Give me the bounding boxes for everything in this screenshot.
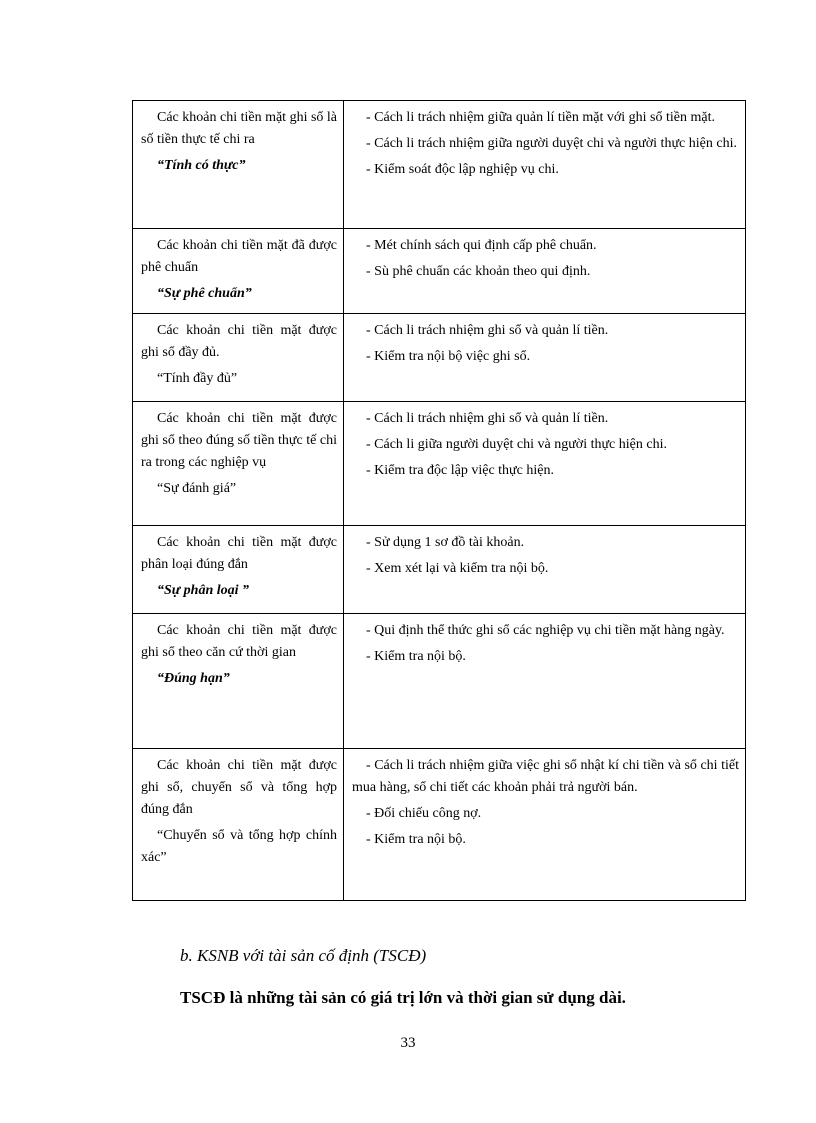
control-item: - Cách li trách nhiệm giữa người duyệt chi và người thực hiện chi. (366, 136, 737, 151)
table-row (133, 101, 746, 229)
control-item: - Đối chiếu công nợ. (366, 806, 482, 821)
control-objectives-table (132, 100, 746, 901)
control-cell (344, 749, 746, 901)
objective-cell (133, 101, 344, 229)
control-item: - Sù phê chuẩn các khoản theo qui định. (366, 264, 591, 279)
objective-text: Các khoản chi tiền mặt được ghi sổ theo đúng số tiền thực tế chi ra trong các nghiệp vụ (141, 411, 337, 470)
objective-cell (133, 314, 344, 402)
control-cell (344, 402, 746, 526)
page-number: 33 (400, 1035, 416, 1051)
control-item: - Kiểm tra nội bộ. (366, 832, 466, 847)
assertion-label: “Sự phê chuẩn” (157, 286, 252, 301)
control-item: - Xem xét lại và kiểm tra nội bộ. (366, 561, 549, 576)
objective-text: Các khoản chi tiền mặt được ghi sổ, chuyển sổ và tổng hợp đúng đắn (141, 758, 337, 817)
control-item: - Mét chính sách qui định cấp phê chuẩn. (366, 238, 597, 253)
control-item: - Kiểm soát độc lập nghiệp vụ chi. (366, 162, 559, 177)
assertion-label: “Đúng hạn” (157, 671, 230, 686)
control-item: - Cách li trách nhiệm ghi sổ và quản lí tiền. (366, 411, 609, 426)
assertion-label: “Sự phân loại ” (157, 583, 250, 598)
table-row (133, 314, 746, 402)
control-item: - Cách li trách nhiệm giữa việc ghi sổ nhật kí chi tiền và sổ chi tiết mua hàng, sổ chi tiết các khoản phải trả người bán. (352, 758, 739, 795)
objective-text: Các khoản chi tiền mặt được ghi sổ đầy đủ. (141, 323, 337, 360)
assertion-label: “Chuyển sổ và tổng hợp chính xác” (141, 828, 337, 865)
control-item: - Cách li trách nhiệm ghi sổ và quản lí tiền. (366, 323, 609, 338)
objective-cell (133, 749, 344, 901)
table-row (133, 749, 746, 901)
assertion-label: “Tính đầy đủ” (157, 371, 238, 386)
control-item: - Kiểm tra nội bộ việc ghi sổ. (366, 349, 531, 364)
control-item: - Cách li trách nhiệm giữa quản lí tiền mặt với ghi sổ tiền mặt. (366, 110, 715, 125)
table-row (133, 229, 746, 314)
objective-cell (133, 526, 344, 614)
control-item: - Kiểm tra nội bộ. (366, 649, 466, 664)
control-cell (344, 526, 746, 614)
table-row (133, 614, 746, 749)
objective-cell (133, 229, 344, 314)
objective-text: Các khoản chi tiền mặt đã được phê chuẩn (141, 238, 337, 275)
objective-text: Các khoản chi tiền mặt ghi sổ là số tiền thực tế chi ra (141, 110, 338, 147)
table-row (133, 526, 746, 614)
control-item: - Qui định thể thức ghi sổ các nghiệp vụ chi tiền mặt hàng ngày. (366, 623, 725, 638)
control-item: - Sử dụng 1 sơ đồ tài khoản. (366, 535, 525, 550)
table-row (133, 402, 746, 526)
objective-text: Các khoản chi tiền mặt được phân loại đúng đắn (141, 535, 337, 572)
control-item: - Cách li giữa người duyệt chi và người thực hiện chi. (366, 437, 667, 452)
assertion-label: “Sự đánh giá” (157, 481, 237, 496)
assertion-label: “Tính có thực” (157, 158, 246, 173)
control-cell (344, 229, 746, 314)
objective-cell (133, 402, 344, 526)
section-heading: b. KSNB với tài sản cố định (TSCĐ) (180, 946, 427, 965)
control-cell (344, 614, 746, 749)
control-cell (344, 101, 746, 229)
body-paragraph: TSCĐ là những tài sản có giá trị lớn và thời gian sử dụng dài. (180, 988, 626, 1007)
objective-text: Các khoản chi tiền mặt được ghi sổ theo căn cứ thời gian (141, 623, 337, 660)
control-item: - Kiểm tra độc lập việc thực hiện. (366, 463, 554, 478)
control-cell (344, 314, 746, 402)
objective-cell (133, 614, 344, 749)
